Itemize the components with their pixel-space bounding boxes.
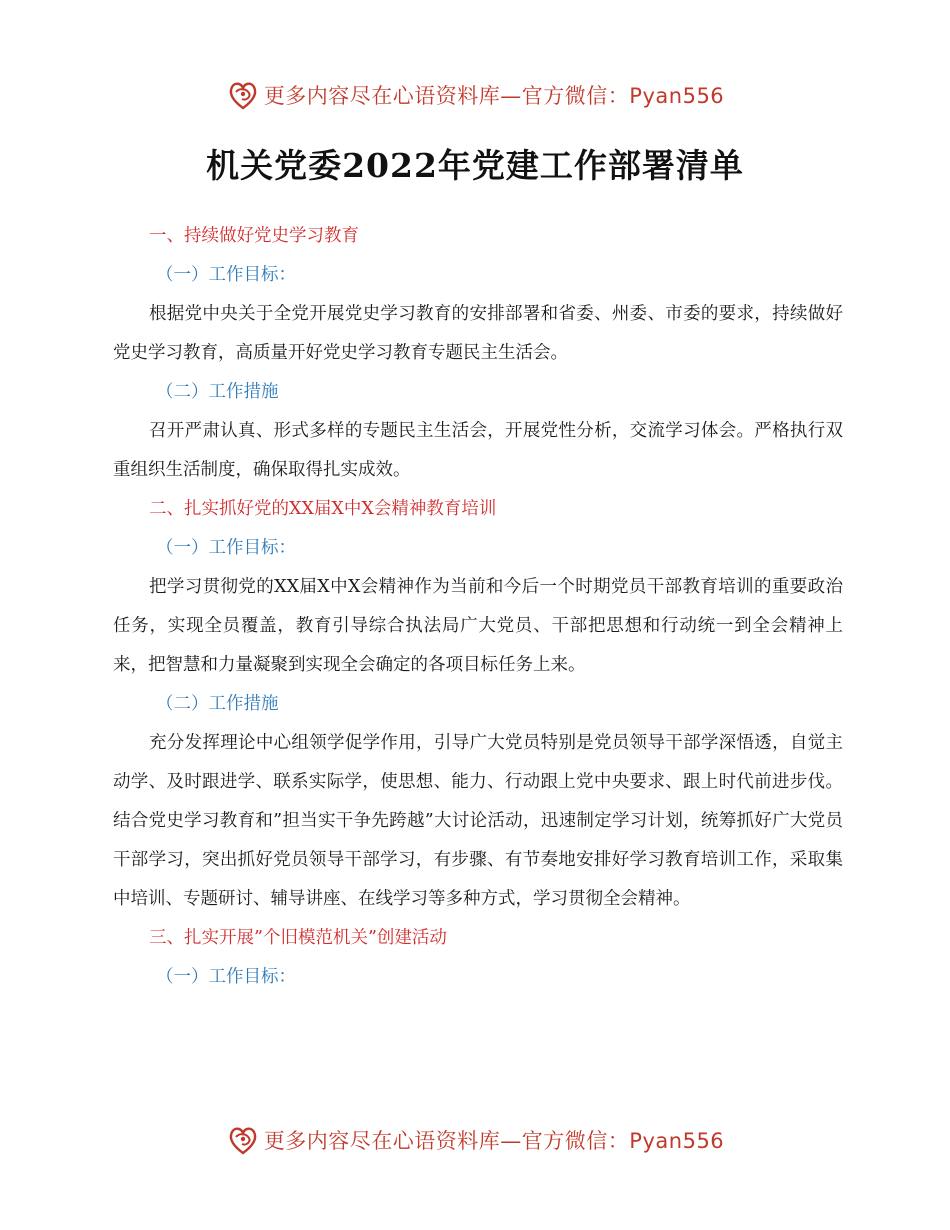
document-body — [113, 217, 843, 997]
watermark-text: 更多内容尽在心语资料库—官方微信：Pyan556 — [263, 84, 725, 108]
watermark-text: 更多内容尽在心语资料库—官方微信：Pyan556 — [263, 1129, 725, 1153]
paragraph-goal-1: 根据党中央关于全党开展党史学习教育的安排部署和省委、州委、市委的要求，持续做好党史学习教育，高质量开好党史学习教育专题民主生活会。 — [113, 304, 843, 363]
subheading-goal-2: （一）工作目标： — [156, 538, 296, 558]
subheading-goal-1: （一）工作目标： — [156, 265, 296, 285]
subheading-measures-2: （二）工作措施 — [156, 694, 279, 714]
paragraph-measures-2: 充分发挥理论中心组领学促学作用，引导广大党员特别是党员领导干部学深悟透，自觉主动学、及时跟进学、联系实际学，使思想、能力、行动跟上党中央要求、跟上时代前进步伐。结合党史学习教育和”担当实干争先跨越”大讨论活动，迅速制定学习计划，统筹抓好广大党员干部学习，突出抓好党员领导干部学习，有步骤、有节奏地安排好学习教育培训工作，采取集中培训、专题研讨、辅导讲座、在线学习等多种方式，学习贯彻全会精神。 — [113, 733, 843, 909]
heart-swirl-logo-icon — [226, 1123, 260, 1157]
paragraph-goal-2: 把学习贯彻党的XX届X中X会精神作为当前和今后一个时期党员干部教育培训的重要政治任务，实现全员覆盖，教育引导综合执法局广大党员、干部把思想和行动统一到全会精神上来，把智慧和力量凝聚到实现全会确定的各项目标任务上来。 — [113, 577, 843, 675]
subheading-measures-1: （二）工作措施 — [156, 382, 279, 402]
page-title: 机关党委2022年党建工作部署清单 — [206, 146, 744, 185]
section-heading-1: 一、持续做好党史学习教育 — [149, 226, 359, 246]
heart-swirl-logo-icon — [226, 78, 260, 112]
watermark-banner-top — [0, 75, 950, 115]
watermark-banner-bottom — [0, 1120, 950, 1160]
section-heading-3: 三、扎实开展”个旧模范机关”创建活动 — [149, 928, 447, 948]
paragraph-measures-1: 召开严肃认真、形式多样的专题民主生活会，开展党性分析，交流学习体会。严格执行双重组织生活制度，确保取得扎实成效。 — [113, 421, 843, 480]
subheading-goal-3: （一）工作目标： — [156, 967, 296, 987]
section-heading-2: 二、扎实抓好党的XX届X中X会精神教育培训 — [149, 499, 497, 519]
